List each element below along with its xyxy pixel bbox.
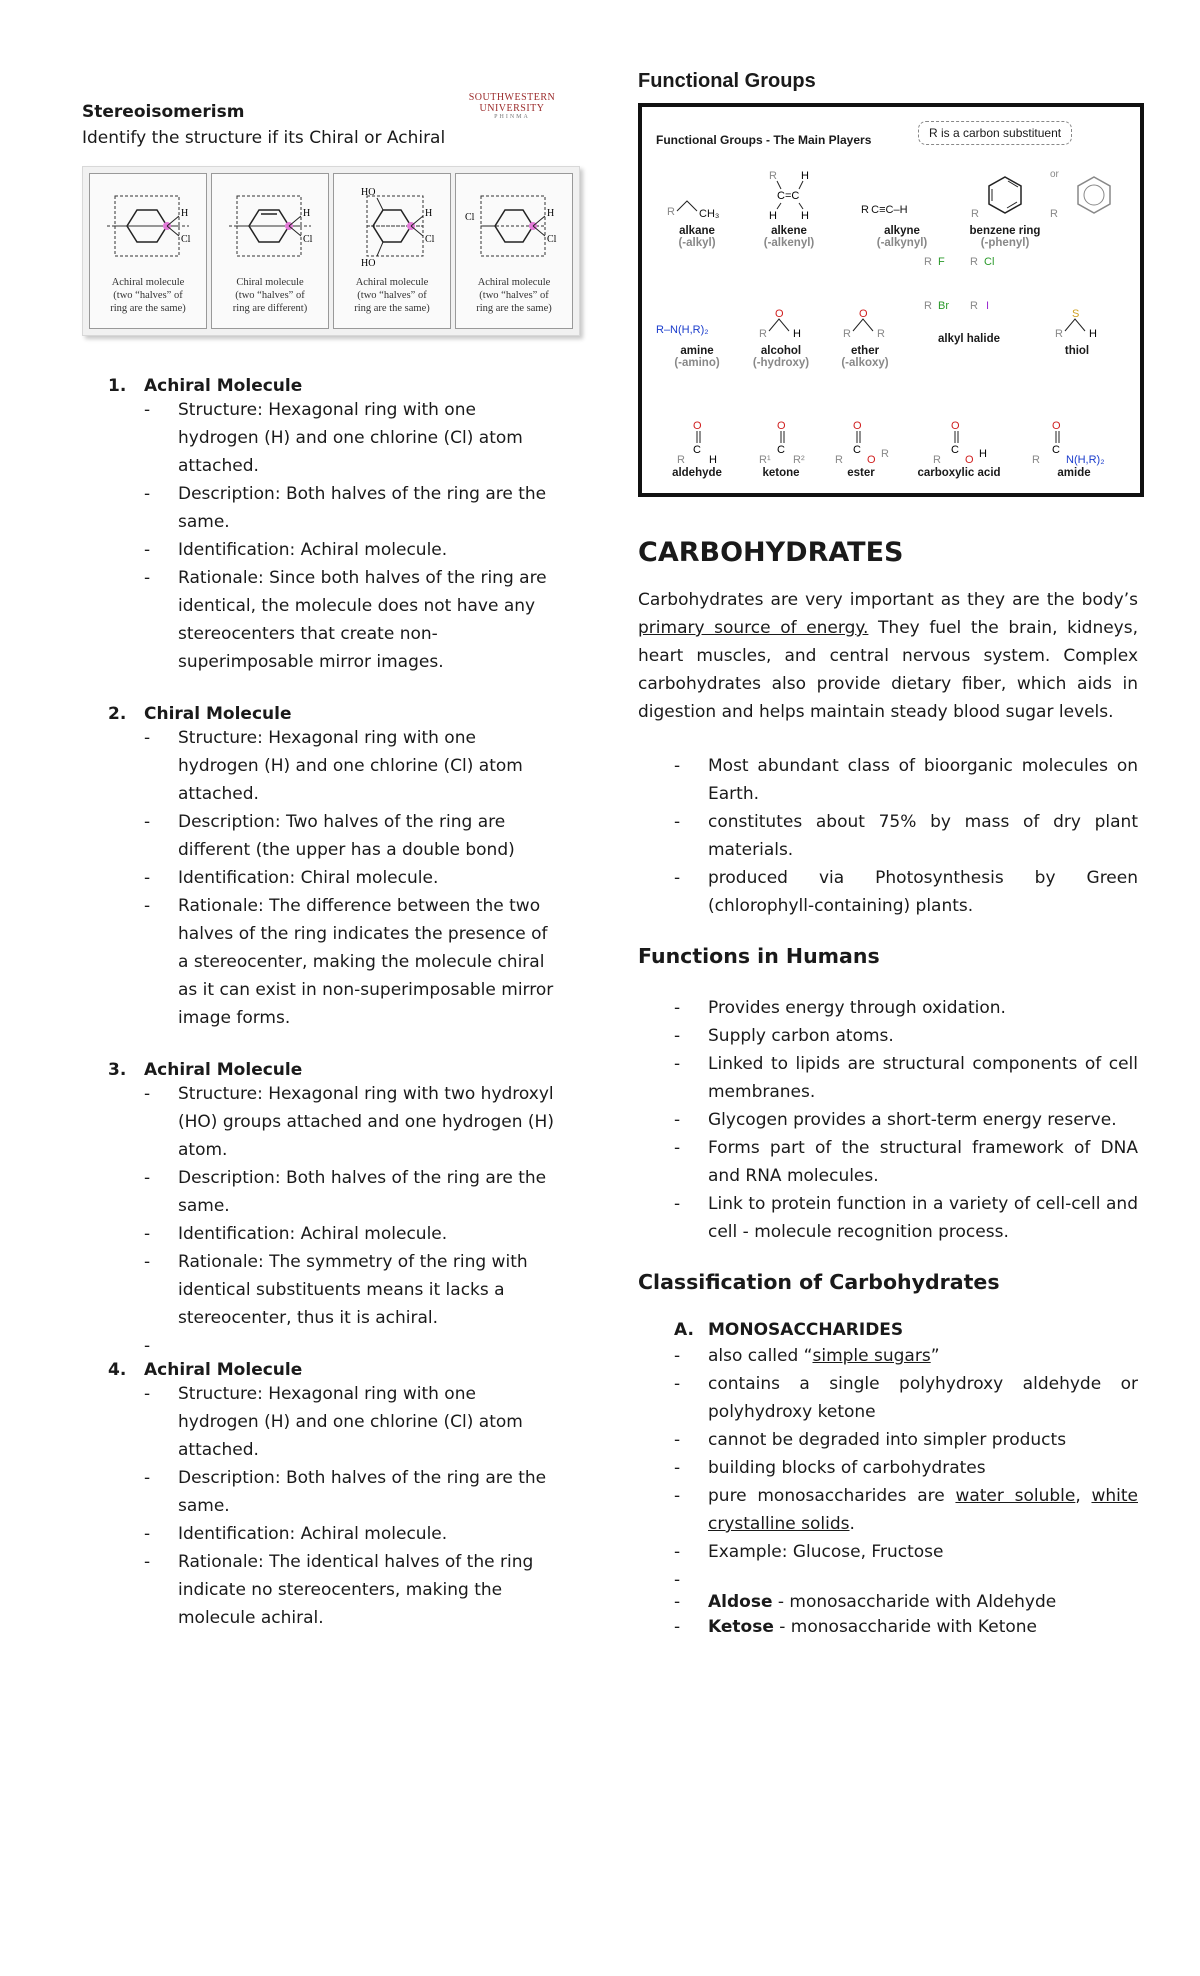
group-carboxylic-acid: O C R O H carboxylic acid	[914, 417, 1004, 479]
molecule-caption-3: Achiral molecule (two “halves” of ring are the same)	[354, 277, 430, 315]
bullet: - produced via Photosynthesis by Green (chlorophyll-containing) plants.	[708, 864, 1138, 920]
bullet: - Structure: Hexagonal ring with one hydrogen (H) and one chlorine (Cl) atom attached.	[178, 724, 558, 808]
section-subtitle: Identify the structure if its Chiral or Achiral	[82, 128, 446, 148]
bullet: - Description: Both halves of the ring are the same.	[178, 1164, 558, 1220]
svg-text:I: I	[986, 300, 990, 312]
svg-text:R: R	[667, 206, 675, 218]
bullet-ketose: - Ketose - monosaccharide with Ketone	[708, 1615, 1138, 1640]
svg-text:O: O	[1052, 420, 1061, 432]
svg-text:H: H	[709, 454, 717, 466]
ester-structure-icon	[821, 417, 901, 467]
svg-text:R: R	[971, 208, 979, 220]
svg-text:R: R	[1050, 208, 1058, 220]
svg-text:F: F	[938, 256, 945, 268]
molecule-card-4	[455, 173, 573, 329]
bullet: - Structure: Hexagonal ring with one hydrogen (H) and one chlorine (Cl) atom attached.	[178, 396, 558, 480]
left-column	[82, 90, 582, 1660]
bullet: - Structure: Hexagonal ring with two hydroxyl (HO) groups attached and one hydrogen (H) atom.	[178, 1080, 558, 1164]
alkyl-halide-structure-icon	[914, 247, 1024, 345]
svg-text:O: O	[859, 308, 868, 320]
molecule-card-2	[211, 173, 329, 329]
group-benzene: R benzene ring (-phenyl)	[957, 167, 1053, 249]
svg-text:R: R	[881, 448, 889, 460]
svg-text:H: H	[181, 208, 189, 219]
svg-text:Cl: Cl	[425, 234, 435, 245]
svg-text:O: O	[951, 420, 960, 432]
svg-text:C: C	[853, 444, 861, 456]
svg-text:H: H	[547, 208, 555, 219]
list-item	[82, 1060, 582, 1360]
bullet-empty	[178, 1332, 558, 1360]
svg-text:C: C	[1052, 444, 1060, 456]
molecule-card-3	[333, 173, 451, 329]
group-thiol: R S H thiol	[1032, 297, 1122, 357]
bullet: - Description: Both halves of the ring are the same.	[178, 480, 558, 536]
bullet: - Most abundant class of bioorganic molecules on Earth.	[708, 752, 1138, 808]
svg-text:CH₃: CH₃	[699, 208, 720, 220]
svg-text:H: H	[1089, 328, 1097, 340]
svg-text:H: H	[979, 448, 987, 460]
bullet: - Linked to lipids are structural components of cell membranes.	[708, 1050, 1138, 1106]
alkyne-structure-icon	[857, 187, 947, 225]
svg-text:R¹: R¹	[759, 454, 771, 466]
bullet: - contains a single polyhydroxy aldehyde or polyhydroxy ketone	[708, 1370, 1138, 1426]
svg-text:R: R	[769, 170, 777, 182]
molecule-caption-2: Chiral molecule (two “halves” of ring are different)	[232, 277, 308, 315]
svg-text:HO: HO	[361, 187, 376, 198]
molecule-drawing-1	[93, 180, 203, 272]
item-number: 4.	[108, 1360, 127, 1380]
list-item	[82, 704, 582, 1032]
bullet: - Example: Glucose, Fructose	[708, 1538, 1138, 1566]
bullet: - Description: Both halves of the ring are the same.	[178, 1464, 558, 1520]
molecule-drawing-3	[337, 180, 447, 272]
svg-text:O: O	[693, 420, 702, 432]
section-heading-stereoisomerism: Stereoisomerism	[82, 102, 245, 122]
svg-text:R–N(H,R)₂: R–N(H,R)₂	[656, 324, 709, 336]
list-item	[82, 376, 582, 676]
alcohol-structure-icon	[741, 297, 821, 345]
alkene-structure-icon	[749, 167, 829, 225]
carbohydrates-paragraph: Carbohydrates are very important as they are the body’s primary source of energy. They fuel the brain, kidneys, heart muscles, and central nervous system. Complex carbohydrates also provide dietary fiber, which aids in digestion and helps maintain steady blood sugar levels.	[638, 590, 1138, 722]
group-amine: R–N(H,R)₂ amine (-amino)	[652, 307, 742, 369]
amide-structure-icon	[1022, 417, 1126, 467]
benzene-ring-icon	[965, 167, 1045, 225]
svg-text:R: R	[924, 300, 932, 312]
svg-text:O: O	[965, 454, 974, 466]
item-number: 3.	[108, 1060, 127, 1080]
bullet: - Rationale: The difference between the two halves of the ring indicates the presence of a stereocenter, making the molecule chiral as it can exist in non-superimposable mirror image forms.	[178, 892, 558, 1032]
bullet: - Provides energy through oxidation.	[708, 994, 1138, 1022]
svg-text:R: R	[677, 454, 685, 466]
group-alkyl-halide: R F R Cl R Br R I alkyl halide	[914, 247, 1024, 345]
svg-text:C=C: C=C	[777, 190, 800, 202]
right-column	[638, 70, 1138, 1640]
bullet: - Forms part of the structural framework of DNA and RNA molecules.	[708, 1134, 1138, 1190]
bullet: - Identification: Achiral molecule.	[178, 1520, 558, 1548]
group-aldehyde: O C R H aldehyde	[652, 417, 742, 479]
university-logo: SOUTHWESTERN UNIVERSITY PHINMA	[468, 92, 556, 120]
svg-text:R²: R²	[793, 454, 805, 466]
group-alkyne: R C≡C–H alkyne (-alkynyl)	[857, 187, 947, 249]
item-title: Achiral Molecule	[144, 376, 303, 396]
svg-text:R: R	[970, 256, 978, 268]
thiol-structure-icon	[1037, 297, 1117, 345]
molecule-caption-4: Achiral molecule (two “halves” of ring are the same)	[476, 277, 552, 315]
group-amide: O C R N(H,R)₂ amide	[1022, 417, 1126, 479]
svg-text:Cl: Cl	[181, 234, 191, 245]
svg-text:O: O	[867, 454, 876, 466]
svg-text:Cl: Cl	[984, 256, 995, 268]
svg-text:R: R	[970, 300, 978, 312]
group-ester: O C R O R ester	[816, 417, 906, 479]
molecule-drawing-4	[459, 180, 569, 272]
svg-text:H: H	[801, 170, 809, 182]
aldehyde-structure-icon	[657, 417, 737, 467]
benzene-circle-icon	[1048, 167, 1128, 225]
bullet: - also called “simple sugars”	[708, 1342, 1138, 1370]
alkane-structure-icon	[657, 187, 737, 225]
svg-text:Cl: Cl	[303, 234, 313, 245]
svg-text:C: C	[693, 444, 701, 456]
svg-text:C: C	[777, 444, 785, 456]
svg-text:H: H	[793, 328, 801, 340]
item-title: Chiral Molecule	[144, 704, 292, 724]
bullet: - Rationale: The symmetry of the ring with identical substituents means it lacks a stereocenter, thus it is achiral.	[178, 1248, 558, 1332]
figure-note: R is a carbon substituent	[918, 121, 1072, 145]
svg-text:Cl: Cl	[547, 234, 557, 245]
bullet: - Glycogen provides a short-term energy reserve.	[708, 1106, 1138, 1134]
sugar-types-list	[708, 1590, 1138, 1640]
svg-text:R: R	[759, 328, 767, 340]
item-number: 2.	[108, 704, 127, 724]
bullet: - Rationale: The identical halves of the ring indicate no stereocenters, making the molecule achiral.	[178, 1548, 558, 1632]
svg-text:O: O	[775, 308, 784, 320]
group-benzene-alt	[1048, 167, 1128, 225]
list-item	[82, 1360, 582, 1632]
bullet-empty	[708, 1566, 1138, 1590]
svg-text:Cl: Cl	[465, 212, 475, 223]
bullet: - Identification: Achiral molecule.	[178, 1220, 558, 1248]
bullet: - Structure: Hexagonal ring with one hydrogen (H) and one chlorine (Cl) atom attached.	[178, 1380, 558, 1464]
carbohydrates-title: CARBOHYDRATES	[638, 537, 904, 568]
classification-title: Classification of Carbohydrates	[638, 1270, 1000, 1294]
bullet: - constitutes about 75% by mass of dry plant materials.	[708, 808, 1138, 864]
svg-text:H: H	[769, 210, 777, 222]
svg-text:C: C	[951, 444, 959, 456]
group-alkene: R H C=C H H alkene (-alkenyl)	[744, 167, 834, 249]
group-alkane: R CH₃ alkane (-alkyl)	[652, 187, 742, 249]
bullet: - cannot be degraded into simpler products	[708, 1426, 1138, 1454]
svg-text:H: H	[801, 210, 809, 222]
item-number: 1.	[108, 376, 127, 396]
svg-text:R: R	[1032, 454, 1040, 466]
bullet: - building blocks of carbohydrates	[708, 1454, 1138, 1482]
functional-groups-figure	[638, 103, 1144, 497]
svg-text:Br: Br	[938, 300, 949, 312]
functions-title: Functions in Humans	[638, 944, 880, 968]
svg-text:N(H,R)₂: N(H,R)₂	[1066, 454, 1105, 466]
molecule-card-1	[89, 173, 207, 329]
svg-text:S: S	[1072, 308, 1080, 320]
molecule-figure	[82, 166, 580, 336]
svg-text:R C≡C–H: R C≡C–H	[861, 204, 908, 216]
figure-heading: Functional Groups - The Main Players	[656, 133, 872, 147]
monosaccharides-heading: A. MONOSACCHARIDES	[674, 1320, 904, 1340]
svg-text:H: H	[425, 208, 433, 219]
bullet: - Identification: Achiral molecule.	[178, 536, 558, 564]
group-ketone: O C R¹ R² ketone	[736, 417, 826, 479]
carboxylic-acid-structure-icon	[919, 417, 999, 467]
ether-structure-icon	[825, 297, 905, 345]
bullet: - Supply carbon atoms.	[708, 1022, 1138, 1050]
functional-groups-title: Functional Groups	[638, 70, 816, 92]
molecule-list	[82, 376, 582, 1632]
molecule-caption-1: Achiral molecule (two “halves” of ring are the same)	[110, 277, 186, 315]
svg-text:O: O	[777, 420, 786, 432]
svg-text:R: R	[877, 328, 885, 340]
svg-text:H: H	[303, 208, 311, 219]
bullet: - Rationale: Since both halves of the ring are identical, the molecule does not have any stereocenters that create non-superimposable mirror images.	[178, 564, 558, 676]
svg-text:R: R	[933, 454, 941, 466]
bullet-aldose: - Aldose - monosaccharide with Aldehyde	[708, 1590, 1138, 1615]
group-alcohol: R O H alcohol (-hydroxy)	[736, 297, 826, 369]
functions-list	[708, 994, 1138, 1246]
bullet: - Identification: Chiral molecule.	[178, 864, 558, 892]
svg-text:R: R	[1055, 328, 1063, 340]
ketone-structure-icon	[741, 417, 821, 467]
bullet: - pure monosaccharides are water soluble, white crystalline solids.	[708, 1482, 1138, 1538]
group-ether: R O R ether (-alkoxy)	[820, 297, 910, 369]
molecule-drawing-2	[215, 180, 325, 272]
svg-text:R: R	[924, 256, 932, 268]
amine-structure-icon	[652, 307, 742, 345]
svg-text:R: R	[835, 454, 843, 466]
svg-text:O: O	[853, 420, 862, 432]
monosaccharides-list	[708, 1342, 1138, 1590]
item-title: Achiral Molecule	[144, 1360, 303, 1380]
svg-text:or: or	[1050, 169, 1059, 180]
item-title: Achiral Molecule	[144, 1060, 303, 1080]
svg-text:HO: HO	[361, 258, 376, 269]
svg-text:R: R	[843, 328, 851, 340]
bullet: - Description: Two halves of the ring are different (the upper has a double bond)	[178, 808, 558, 864]
carbohydrate-facts	[708, 752, 1138, 920]
bullet: - Link to protein function in a variety of cell-cell and cell - molecule recognition process.	[708, 1190, 1138, 1246]
